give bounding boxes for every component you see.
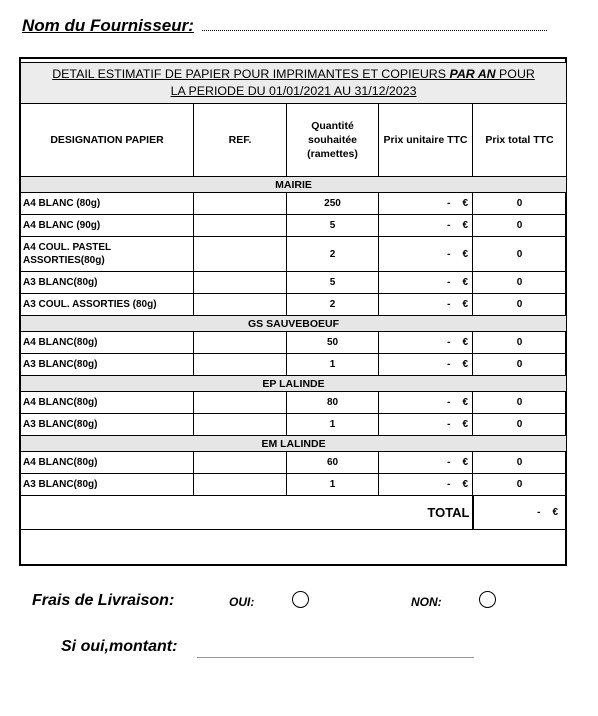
ref-cell[interactable]: [194, 193, 287, 215]
delivery-no-radio[interactable]: [479, 591, 496, 608]
total-price-cell: 0: [473, 392, 567, 414]
amount-input-line[interactable]: [197, 657, 474, 658]
total-value-cell: [473, 496, 567, 530]
unit-price-dash: -: [447, 277, 451, 288]
table-row: [21, 452, 567, 474]
ref-cell[interactable]: [194, 392, 287, 414]
supplier-name-line[interactable]: [202, 19, 547, 31]
currency-symbol: €: [462, 277, 468, 288]
title-period: LA PERIODE DU 01/01/2021 AU 31/12/2023: [170, 84, 417, 98]
currency-symbol: €: [462, 457, 468, 468]
total-price-cell: 0: [473, 414, 567, 436]
quantity-cell: 50: [287, 332, 379, 354]
total-price-cell: 0: [473, 272, 567, 294]
currency-symbol: €: [462, 220, 468, 231]
col-quantity: [287, 104, 379, 177]
ref-cell[interactable]: [194, 237, 287, 272]
total-price-cell: 0: [473, 474, 567, 496]
table-title: [21, 63, 567, 104]
amount-label: Si oui,montant:: [61, 638, 178, 655]
col-quantity-label: Quantité souhaitée (ramettes): [307, 120, 358, 160]
table-row: [21, 294, 567, 316]
unit-price-dash: -: [447, 299, 451, 310]
quantity-cell: 1: [287, 474, 379, 496]
title-part1: DETAIL ESTIMATIF DE PAPIER POUR IMPRIMANTES ET COPIEURS: [52, 67, 447, 81]
ref-cell[interactable]: [194, 272, 287, 294]
supplier-label: Nom du Fournisseur:: [22, 16, 194, 35]
unit-price-dash: -: [447, 337, 451, 348]
currency-symbol: €: [462, 248, 468, 260]
quantity-cell: 80: [287, 392, 379, 414]
table-row: [21, 354, 567, 376]
unit-price-cell[interactable]: [379, 237, 473, 272]
table-row: [21, 215, 567, 237]
designation-cell: A4 BLANC(80g): [21, 452, 194, 474]
total-currency: €: [552, 507, 559, 518]
unit-price-cell[interactable]: [379, 474, 473, 496]
unit-price-cell[interactable]: [379, 272, 473, 294]
unit-price-cell[interactable]: [379, 294, 473, 316]
designation-cell: A3 BLANC(80g): [21, 414, 194, 436]
col-total-price: Prix total TTC: [473, 104, 567, 177]
delivery-yes-radio[interactable]: [292, 591, 309, 608]
table-row: [21, 392, 567, 414]
section-row: [21, 316, 567, 332]
delivery-yes-label: OUI:: [229, 595, 255, 609]
quantity-cell: 1: [287, 354, 379, 376]
unit-price-dash: -: [447, 220, 451, 231]
section-title: EM LALINDE: [21, 436, 567, 452]
total-price-cell: 0: [473, 354, 567, 376]
unit-price-cell[interactable]: [379, 332, 473, 354]
ref-cell[interactable]: [194, 452, 287, 474]
designation-cell: A4 COUL. PASTEL ASSORTIES(80g): [21, 237, 194, 272]
currency-symbol: €: [462, 479, 468, 490]
designation-cell: A4 BLANC(80g): [21, 392, 194, 414]
designation-cell: A3 BLANC(80g): [21, 354, 194, 376]
currency-symbol: €: [462, 419, 468, 430]
table-row: [21, 237, 567, 272]
unit-price-dash: -: [447, 479, 451, 490]
col-unit-price: Prix unitaire TTC: [379, 104, 473, 177]
designation-cell: A3 BLANC(80g): [21, 272, 194, 294]
quantity-cell: 1: [287, 414, 379, 436]
unit-price-dash: -: [447, 359, 451, 370]
quantity-cell: 2: [287, 237, 379, 272]
delivery-fee-label: Frais de Livraison:: [32, 592, 175, 609]
col-designation: DESIGNATION PAPIER: [21, 104, 194, 177]
col-ref: REF.: [194, 104, 287, 177]
table-row: [21, 272, 567, 294]
total-label: TOTAL: [21, 496, 473, 530]
total-dash: -: [537, 507, 541, 518]
designation-cell: A4 BLANC (90g): [21, 215, 194, 237]
table-row: [21, 474, 567, 496]
quantity-cell: 60: [287, 452, 379, 474]
title-part2: POUR: [499, 67, 535, 81]
unit-price-dash: -: [447, 248, 451, 260]
total-price-cell: 0: [473, 294, 567, 316]
supplier-name-field: [22, 16, 547, 36]
quantity-cell: 5: [287, 215, 379, 237]
designation-cell: A4 BLANC(80g): [21, 332, 194, 354]
section-title: GS SAUVEBOEUF: [21, 316, 567, 332]
designation-cell: A3 BLANC(80g): [21, 474, 194, 496]
ref-cell[interactable]: [194, 354, 287, 376]
ref-cell[interactable]: [194, 414, 287, 436]
section-title: EP LALINDE: [21, 376, 567, 392]
total-price-cell: 0: [473, 452, 567, 474]
quantity-cell: 250: [287, 193, 379, 215]
unit-price-dash: -: [447, 457, 451, 468]
unit-price-dash: -: [447, 198, 451, 209]
currency-symbol: €: [462, 299, 468, 310]
total-price-cell: 0: [473, 237, 567, 272]
section-title: MAIRIE: [21, 177, 567, 193]
title-emphasis: PAR AN: [449, 67, 496, 81]
unit-price-cell[interactable]: [379, 452, 473, 474]
designation-cell: A3 COUL. ASSORTIES (80g): [21, 294, 194, 316]
ref-cell[interactable]: [194, 215, 287, 237]
total-row: [21, 496, 567, 530]
unit-price-dash: -: [447, 397, 451, 408]
table-row: [21, 332, 567, 354]
unit-price-cell[interactable]: [379, 392, 473, 414]
designation-cell: A4 BLANC (80g): [21, 193, 194, 215]
total-price-cell: 0: [473, 215, 567, 237]
currency-symbol: €: [462, 337, 468, 348]
total-price-cell: 0: [473, 193, 567, 215]
currency-symbol: €: [462, 397, 468, 408]
unit-price-cell[interactable]: [379, 193, 473, 215]
table-row: [21, 193, 567, 215]
estimate-table: [20, 62, 567, 530]
currency-symbol: €: [462, 359, 468, 370]
unit-price-cell[interactable]: [379, 414, 473, 436]
total-price-cell: 0: [473, 332, 567, 354]
currency-symbol: €: [462, 198, 468, 209]
ref-cell[interactable]: [194, 332, 287, 354]
unit-price-cell[interactable]: [379, 354, 473, 376]
ref-cell[interactable]: [194, 294, 287, 316]
table-row: [21, 414, 567, 436]
section-row: [21, 436, 567, 452]
section-row: [21, 177, 567, 193]
unit-price-dash: -: [447, 419, 451, 430]
delivery-no-label: NON:: [411, 595, 442, 609]
quantity-cell: 5: [287, 272, 379, 294]
section-row: [21, 376, 567, 392]
unit-price-cell[interactable]: [379, 215, 473, 237]
ref-cell[interactable]: [194, 474, 287, 496]
quantity-cell: 2: [287, 294, 379, 316]
